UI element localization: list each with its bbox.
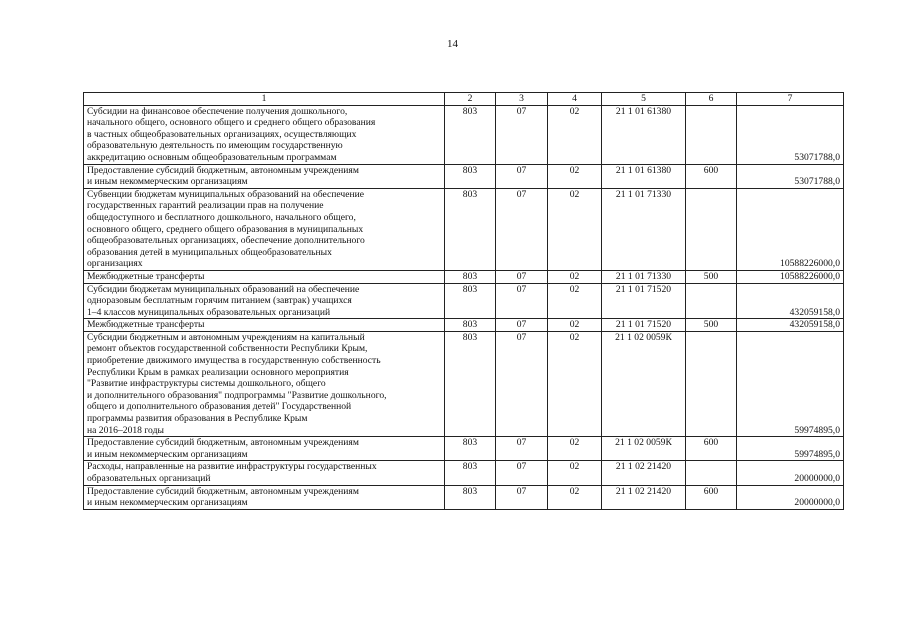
row-name-cell: Межбюджетные трансферты	[84, 319, 445, 332]
gr-code-cell: 803	[445, 283, 496, 319]
row-name-cell: Предоставление субсидий бюджетным, автономным учреждениям и иным некоммерческим организациям	[84, 485, 445, 509]
table-row	[84, 105, 844, 164]
pr-code-cell: 02	[548, 437, 602, 461]
amount-cell: 432059158,0	[737, 319, 844, 332]
column-header: 2	[445, 93, 496, 106]
rz-code-cell: 07	[496, 319, 548, 332]
gr-code-cell: 803	[445, 164, 496, 188]
pr-code-cell: 02	[548, 188, 602, 270]
table-row	[84, 437, 844, 461]
rz-code-cell: 07	[496, 270, 548, 283]
table-row	[84, 188, 844, 270]
table-row	[84, 270, 844, 283]
csr-code-cell: 21 1 01 71520	[602, 283, 686, 319]
table-row	[84, 283, 844, 319]
vr-code-cell: 600	[686, 437, 737, 461]
vr-code-cell: 600	[686, 485, 737, 509]
row-name-cell: Субвенции бюджетам муниципальных образований на обеспечение государственных гарантий реализации прав на получение общедоступного и бесплатного дошкольного, начального общего, основного общего, среднего общего образования в муниципальных общеобразовательных организациях, обеспечение дополнительного образования детей в муниципальных общеобразовательных организациях	[84, 188, 445, 270]
gr-code-cell: 803	[445, 331, 496, 436]
rz-code-cell: 07	[496, 164, 548, 188]
column-header: 4	[548, 93, 602, 106]
gr-code-cell: 803	[445, 485, 496, 509]
csr-code-cell: 21 1 01 61380	[602, 164, 686, 188]
rz-code-cell: 07	[496, 283, 548, 319]
column-header: 5	[602, 93, 686, 106]
rz-code-cell: 07	[496, 105, 548, 164]
gr-code-cell: 803	[445, 461, 496, 485]
csr-code-cell: 21 1 02 21420	[602, 485, 686, 509]
pr-code-cell: 02	[548, 319, 602, 332]
amount-cell: 10588226000,0	[737, 188, 844, 270]
amount-cell: 20000000,0	[737, 461, 844, 485]
amount-cell: 53071788,0	[737, 164, 844, 188]
page-number: 14	[447, 38, 458, 50]
csr-code-cell: 21 1 01 71330	[602, 270, 686, 283]
budget-table	[83, 92, 844, 510]
vr-code-cell	[686, 331, 737, 436]
gr-code-cell: 803	[445, 270, 496, 283]
table-row	[84, 461, 844, 485]
amount-cell: 53071788,0	[737, 105, 844, 164]
vr-code-cell: 500	[686, 270, 737, 283]
rz-code-cell: 07	[496, 461, 548, 485]
gr-code-cell: 803	[445, 319, 496, 332]
pr-code-cell: 02	[548, 331, 602, 436]
row-name-cell: Предоставление субсидий бюджетным, автономным учреждениям и иным некоммерческим организациям	[84, 164, 445, 188]
rz-code-cell: 07	[496, 485, 548, 509]
table-row	[84, 164, 844, 188]
csr-code-cell: 21 1 01 71330	[602, 188, 686, 270]
vr-code-cell	[686, 105, 737, 164]
csr-code-cell: 21 1 02 0059К	[602, 331, 686, 436]
table-row	[84, 485, 844, 509]
pr-code-cell: 02	[548, 164, 602, 188]
table-row	[84, 319, 844, 332]
amount-cell: 59974895,0	[737, 437, 844, 461]
vr-code-cell: 600	[686, 164, 737, 188]
row-name-cell: Межбюджетные трансферты	[84, 270, 445, 283]
rz-code-cell: 07	[496, 437, 548, 461]
csr-code-cell: 21 1 02 21420	[602, 461, 686, 485]
amount-cell: 432059158,0	[737, 283, 844, 319]
column-header: 3	[496, 93, 548, 106]
pr-code-cell: 02	[548, 283, 602, 319]
csr-code-cell: 21 1 01 61380	[602, 105, 686, 164]
amount-cell: 20000000,0	[737, 485, 844, 509]
gr-code-cell: 803	[445, 188, 496, 270]
gr-code-cell: 803	[445, 105, 496, 164]
vr-code-cell: 500	[686, 319, 737, 332]
pr-code-cell: 02	[548, 485, 602, 509]
column-header: 7	[737, 93, 844, 106]
amount-cell: 59974895,0	[737, 331, 844, 436]
rz-code-cell: 07	[496, 188, 548, 270]
csr-code-cell: 21 1 01 71520	[602, 319, 686, 332]
pr-code-cell: 02	[548, 270, 602, 283]
row-name-cell: Предоставление субсидий бюджетным, автономным учреждениям и иным некоммерческим организациям	[84, 437, 445, 461]
row-name-cell: Субсидии на финансовое обеспечение получения дошкольного, начального общего, основного общего и среднего общего образования в частных общеобразовательных организациях, осуществляющих образовательную деятельность по имеющим государственную аккредитацию основным общеобразовательным программам	[84, 105, 445, 164]
column-header: 1	[84, 93, 445, 106]
row-name-cell: Расходы, направленные на развитие инфраструктуры государственных образовательных организаций	[84, 461, 445, 485]
amount-cell: 10588226000,0	[737, 270, 844, 283]
vr-code-cell	[686, 283, 737, 319]
gr-code-cell: 803	[445, 437, 496, 461]
csr-code-cell: 21 1 02 0059К	[602, 437, 686, 461]
row-name-cell: Субсидии бюджетам муниципальных образований на обеспечение одноразовым бесплатным горячим питанием (завтрак) учащихся 1–4 классов муниципальных образовательных организаций	[84, 283, 445, 319]
pr-code-cell: 02	[548, 461, 602, 485]
column-header: 6	[686, 93, 737, 106]
vr-code-cell	[686, 461, 737, 485]
row-name-cell: Субсидии бюджетным и автономным учреждениям на капитальный ремонт объектов государственной собственности Республики Крым, приобретение движимого имущества в государственную собственность Республики Крым в рамках реализации основного мероприятия "Развитие инфраструктуры системы дошкольного, общего и дополнительного образования" подпрограммы "Развитие дошкольного, общего и дополнительного образования детей" Государственной программы развития образования в Республике Крым на 2016–2018 годы	[84, 331, 445, 436]
table-row	[84, 331, 844, 436]
rz-code-cell: 07	[496, 331, 548, 436]
table-header-row	[84, 93, 844, 106]
vr-code-cell	[686, 188, 737, 270]
pr-code-cell: 02	[548, 105, 602, 164]
